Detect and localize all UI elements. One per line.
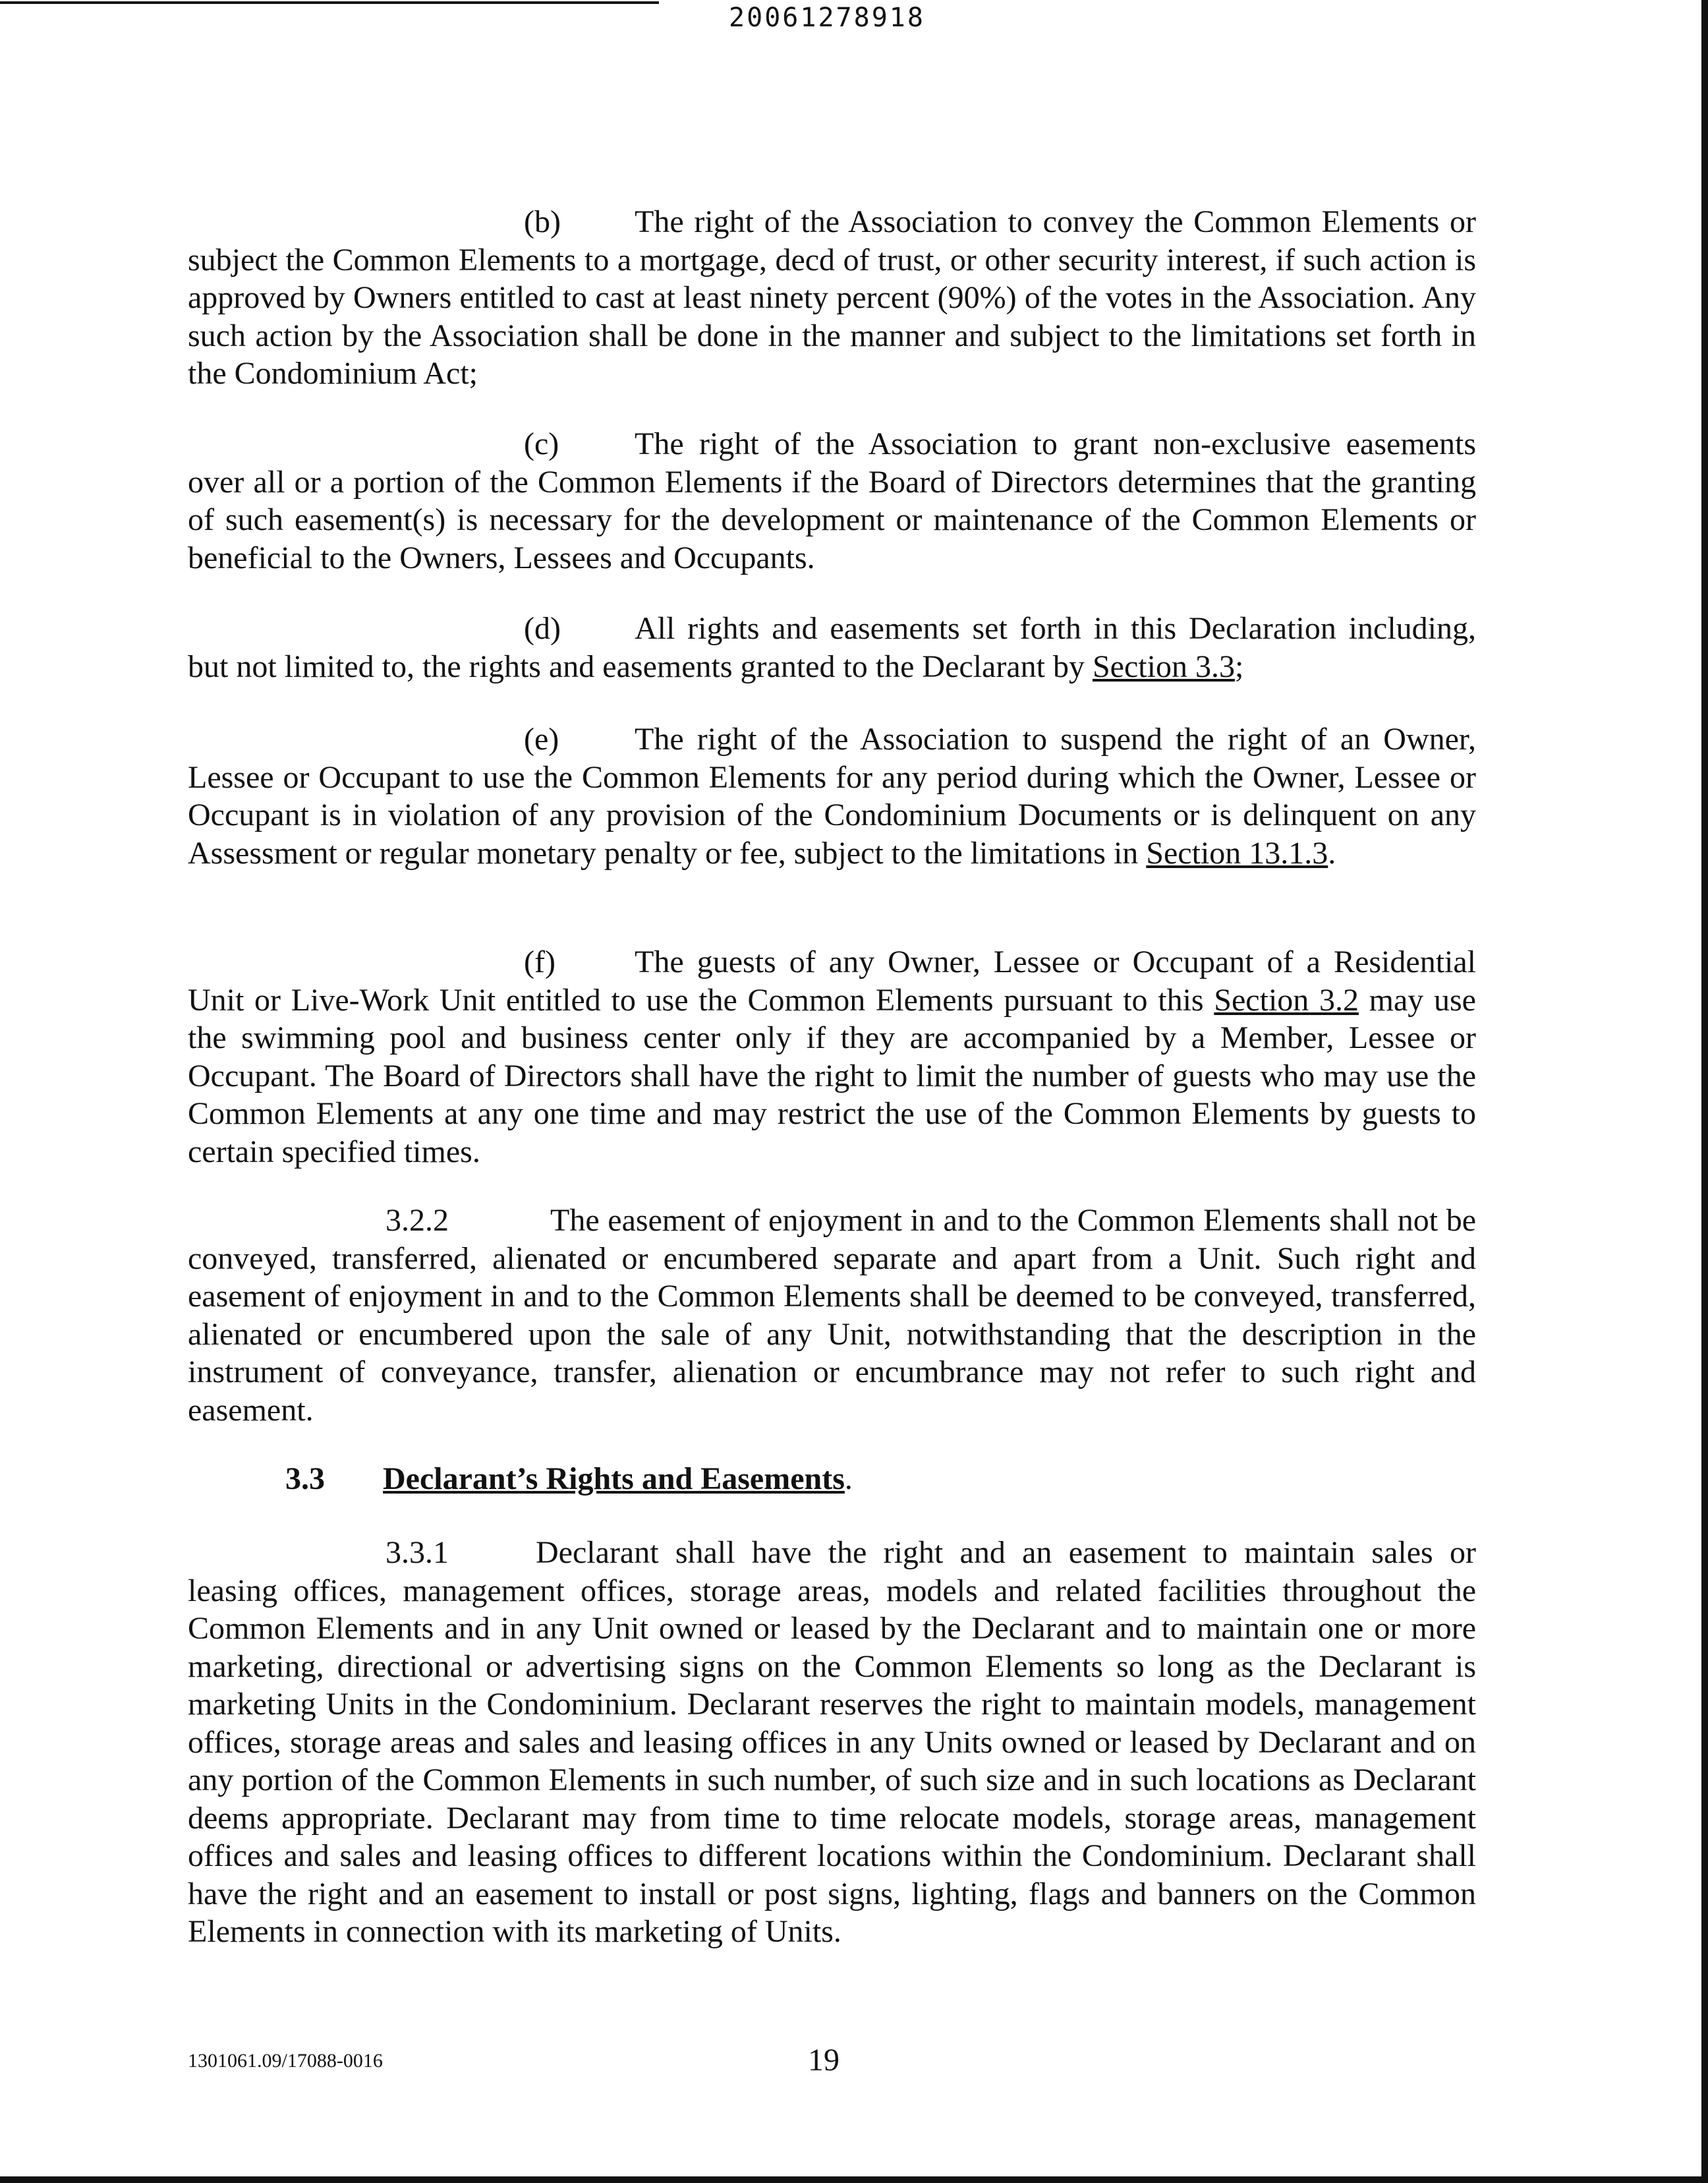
paragraph-3-2-2 bbox=[188, 1202, 1476, 1429]
heading-end: . bbox=[844, 1461, 853, 1496]
paragraph-e bbox=[188, 720, 1476, 872]
paragraph-label: (c) bbox=[524, 426, 559, 461]
paragraph-label: (d) bbox=[524, 611, 561, 646]
page-number: 19 bbox=[808, 2043, 840, 2078]
heading-title: Declarant’s Rights and Easements bbox=[383, 1461, 845, 1496]
paragraph-text: Declarant shall have the right and an easement to maintain sales or leasing offices, management offices, storage areas, models and related facilities throughout the Common Elements and in any Unit owned or leased by the Declarant and to maintain one or more marketing, directional or advertising signs on the Common Elements so long as the Declarant is marketing Units in the Condominium. Declarant reserves the right to maintain models, management offices, storage areas and sales and leasing offices in any Units owned or leased by Declarant and on any portion of the Common Elements in such number, of such size and in such locations as Declarant deems appropriate. Declarant may from time to time relocate models, storage areas, management offices and sales and leasing offices to different locations within the Condominium. Declarant shall have the right and an easement to install or post signs, lighting, flags and banners on the Common Elements in connection with its marketing of Units. bbox=[188, 1535, 1476, 1949]
document-id-stamp: 20061278918 bbox=[729, 3, 925, 33]
paragraph-label: (b) bbox=[524, 204, 561, 239]
paragraph-end: ; bbox=[1234, 649, 1244, 684]
scan-right-edge bbox=[1701, 0, 1708, 2183]
paragraph-end: . bbox=[1328, 835, 1336, 871]
paragraph-text: The easement of enjoyment in and to the Common Elements shall not be conveyed, transferred, alienated or encumbered separate and apart from a Unit. Such right and easement of enjoyment in and to the Common Elements shall be deemed to be conveyed, transferred, alienated or encumbered upon the sale of any Unit, notwithstanding that the description in the instrument of conveyance, transfer, alienation or encumbrance may not refer to such right and easement. bbox=[188, 1203, 1476, 1428]
paragraph-c bbox=[188, 425, 1476, 577]
paragraph-d bbox=[188, 610, 1476, 685]
paragraph-text: The guests of any Owner, Lessee or Occupant of a Residential Unit or Live-Work Unit entitled to use the Common Elements pursuant to this bbox=[188, 945, 1476, 1018]
paragraph-text: The right of the Association to suspend the right of an Owner, Lessee or Occupant to use the Common Elements for any period during which the Owner, Lessee or Occupant is in violation of any provision of the Condominium Documents or is delinquent on any Assessment or regular monetary penalty or fee, subject to the limitations in bbox=[188, 722, 1476, 871]
paragraph-label: (f) bbox=[524, 945, 555, 979]
paragraph-text: The right of the Association to grant non-exclusive easements over all or a portion of the Common Elements if the Board of Directors determines that the granting of such easement(s) is necessary for the development or maintenance of the Common Elements or beneficial to the Owners, Lessees and Occupants. bbox=[188, 426, 1476, 575]
scan-bottom-edge bbox=[0, 2176, 1708, 2183]
section-number: 3.2.2 bbox=[385, 1203, 449, 1238]
section-reference-link: Section 3.3 bbox=[1092, 649, 1235, 684]
paragraph-label: (e) bbox=[524, 722, 559, 757]
paragraph-f bbox=[188, 943, 1476, 1171]
section-reference-link: Section 3.2 bbox=[1214, 982, 1359, 1018]
paragraph-3-3-1 bbox=[188, 1534, 1476, 1951]
paragraph-text-cont: may use the swimming pool and business center only if they are accompanied by a Member, Lessee or Occupant. The Board of Directors shall have the right to limit the number of guests who may use the Common Elements at any one time and may restrict the use of the Common Elements by guests to certain specified times. bbox=[188, 982, 1476, 1169]
paragraph-text: All rights and easements set forth in this Declaration including, but not limited to, the rights and easements granted to the Declarant by bbox=[188, 611, 1476, 684]
section-reference-link: Section 13.1.3 bbox=[1146, 835, 1328, 871]
section-number: 3.3.1 bbox=[385, 1535, 449, 1570]
paragraph-b bbox=[188, 203, 1476, 393]
paragraph-text: The right of the Association to convey the Common Elements or subject the Common Elements to a mortgage, decd of trust, or other security interest, if such action is approved by Owners entitled to cast at least ninety percent (90%) of the votes in the Association. Any such action by the Association shall be done in the manner and subject to the limitations set forth in the Condominium Act; bbox=[188, 204, 1476, 391]
heading-number: 3.3 bbox=[285, 1461, 325, 1496]
section-heading-3-3 bbox=[285, 1460, 1574, 1498]
footer-file-reference: 1301061.09/17088-0016 bbox=[188, 2050, 383, 2072]
